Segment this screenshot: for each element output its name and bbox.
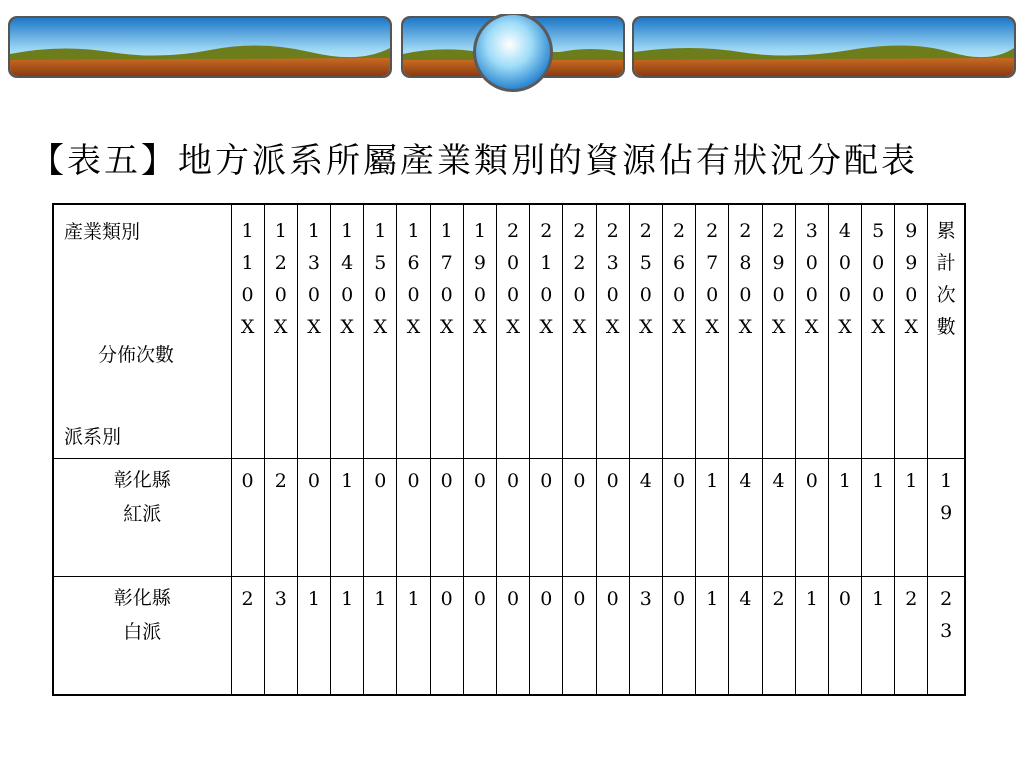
count-value: 4 [739, 470, 752, 492]
count-value: 1 [341, 588, 354, 610]
count-value: 0 [407, 470, 420, 492]
industry-code-text: 2 6 0 X [672, 220, 686, 338]
count-cell [331, 577, 364, 695]
count-cell [231, 577, 264, 695]
industry-code-header [264, 204, 297, 459]
industry-code-header [463, 204, 496, 459]
count-cell [364, 577, 397, 695]
count-cell [729, 577, 762, 695]
count-value: 4 [639, 470, 652, 492]
table-row [53, 459, 965, 577]
count-cell [297, 459, 330, 577]
count-value: 0 [606, 588, 619, 610]
industry-code-header [297, 204, 330, 459]
count-cell [430, 577, 463, 695]
count-value: 3 [274, 588, 287, 610]
count-value: 0 [573, 588, 586, 610]
count-cell [596, 459, 629, 577]
count-value: 1 [905, 470, 918, 492]
faction-label: 派系別 [64, 426, 122, 448]
industry-code-text: 1 7 0 X [439, 220, 454, 338]
count-value: 0 [473, 470, 486, 492]
industry-code-text: 5 0 0 X [871, 220, 885, 338]
industry-code-text: 2 7 0 X [705, 220, 719, 338]
industry-code-header [895, 204, 928, 459]
industry-code-text: 1 4 0 X [340, 220, 354, 338]
header-row [53, 204, 965, 459]
count-cell [497, 459, 530, 577]
industry-code-header [795, 204, 828, 459]
count-value: 1 [374, 588, 387, 610]
industry-code-header [696, 204, 729, 459]
count-cell [895, 459, 928, 577]
industry-code-text: 1 1 0 X [240, 220, 255, 338]
total-label-text: 累 計 次 數 [936, 220, 956, 338]
industry-code-text: 1 6 0 X [406, 220, 421, 338]
total-value: 1 9 [940, 470, 953, 524]
industry-code-text: 1 2 0 X [274, 220, 288, 338]
industry-code-text: 2 0 0 X [506, 220, 520, 338]
industry-code-text: 2 3 0 X [605, 220, 620, 338]
page-title: 【表五】地方派系所屬產業類別的資源佔有狀況分配表 [30, 141, 918, 181]
industry-code-text: 2 9 0 X [771, 220, 786, 338]
faction-cell [53, 577, 231, 695]
count-cell [729, 459, 762, 577]
count-cell [762, 459, 795, 577]
industry-code-text: 3 0 0 X [805, 220, 819, 338]
count-cell [862, 459, 895, 577]
industry-code-text: 1 5 0 X [373, 220, 388, 338]
industry-category-label: 產業類別 [64, 221, 141, 243]
count-cell [696, 459, 729, 577]
count-cell [463, 459, 496, 577]
count-value: 1 [407, 588, 420, 610]
industry-code-header [364, 204, 397, 459]
faction-name: 紅派 [123, 503, 162, 525]
count-cell [762, 577, 795, 695]
count-value: 0 [540, 588, 553, 610]
count-value: 1 [307, 588, 321, 610]
count-value: 4 [772, 470, 785, 492]
industry-code-header [762, 204, 795, 459]
total-header [928, 204, 965, 459]
count-cell [331, 459, 364, 577]
industry-code-text: 2 2 0 X [572, 220, 587, 338]
count-value: 0 [241, 470, 254, 492]
total-cell [928, 577, 965, 695]
count-value: 0 [838, 588, 852, 610]
count-cell [297, 577, 330, 695]
count-value: 0 [606, 470, 619, 492]
industry-code-text: 9 9 0 X [904, 220, 919, 338]
count-cell [430, 459, 463, 577]
count-cell [530, 577, 563, 695]
industry-code-text: 2 1 0 X [539, 220, 554, 338]
industry-code-header [729, 204, 762, 459]
header-corner-cell [53, 204, 231, 459]
faction-name: 白派 [123, 621, 162, 643]
count-cell [862, 577, 895, 695]
industry-code-header [629, 204, 662, 459]
count-value: 2 [772, 588, 785, 610]
count-cell [895, 577, 928, 695]
industry-code-text: 4 0 0 X [838, 220, 852, 338]
industry-code-text: 2 5 0 X [639, 220, 653, 338]
count-value: 0 [672, 470, 686, 492]
count-cell [264, 577, 297, 695]
count-cell [563, 459, 596, 577]
count-value: 0 [507, 588, 520, 610]
count-value: 0 [440, 588, 453, 610]
industry-code-header [596, 204, 629, 459]
count-value: 1 [872, 470, 885, 492]
industry-code-header [231, 204, 264, 459]
count-cell [231, 459, 264, 577]
count-value: 0 [573, 470, 586, 492]
count-cell [828, 577, 861, 695]
industry-code-header [397, 204, 430, 459]
total-cell [928, 459, 965, 577]
industry-code-header [430, 204, 463, 459]
industry-code-text: 1 9 0 X [473, 220, 487, 338]
industry-code-header [563, 204, 596, 459]
count-value: 2 [241, 588, 254, 610]
resource-distribution-table [52, 203, 966, 696]
faction-cell [53, 459, 231, 577]
count-cell [629, 459, 662, 577]
count-value: 0 [540, 470, 553, 492]
count-cell [828, 459, 861, 577]
industry-code-text: 2 8 0 X [738, 220, 753, 338]
distribution-count-label: 分佈次數 [98, 344, 175, 366]
count-cell [795, 459, 828, 577]
count-value: 0 [440, 470, 453, 492]
count-cell [397, 459, 430, 577]
count-cell [563, 577, 596, 695]
count-value: 0 [307, 470, 321, 492]
count-cell [397, 577, 430, 695]
count-value: 2 [274, 470, 287, 492]
count-cell [795, 577, 828, 695]
count-cell [364, 459, 397, 577]
industry-code-text: 1 3 0 X [307, 220, 321, 338]
banner-panel-left [8, 16, 392, 78]
industry-code-header [331, 204, 364, 459]
count-cell [463, 577, 496, 695]
count-cell [497, 577, 530, 695]
count-value: 1 [805, 588, 818, 610]
count-value: 3 [639, 588, 652, 610]
banner-panel-center [401, 14, 625, 92]
industry-code-header [497, 204, 530, 459]
count-value: 4 [739, 588, 752, 610]
industry-code-header [862, 204, 895, 459]
industry-code-header [530, 204, 563, 459]
count-value: 0 [672, 588, 686, 610]
count-cell [629, 577, 662, 695]
landscape-banner [0, 14, 1024, 94]
count-cell [696, 577, 729, 695]
industry-code-header [662, 204, 695, 459]
count-value: 1 [341, 470, 354, 492]
faction-county: 彰化縣 [113, 469, 171, 491]
count-value: 0 [473, 588, 486, 610]
count-value: 2 [905, 588, 918, 610]
count-cell [662, 459, 695, 577]
count-value: 1 [872, 588, 885, 610]
banner-panel-right [632, 16, 1016, 78]
count-cell [530, 459, 563, 577]
count-value: 0 [374, 470, 387, 492]
count-value: 0 [507, 470, 520, 492]
count-value: 1 [706, 588, 719, 610]
industry-code-header [828, 204, 861, 459]
total-value: 2 3 [940, 588, 953, 642]
count-value: 0 [805, 470, 818, 492]
count-cell [264, 459, 297, 577]
count-value: 1 [838, 470, 852, 492]
table-row [53, 577, 965, 695]
count-cell [596, 577, 629, 695]
count-cell [662, 577, 695, 695]
count-value: 1 [706, 470, 719, 492]
faction-county: 彰化縣 [113, 587, 171, 609]
